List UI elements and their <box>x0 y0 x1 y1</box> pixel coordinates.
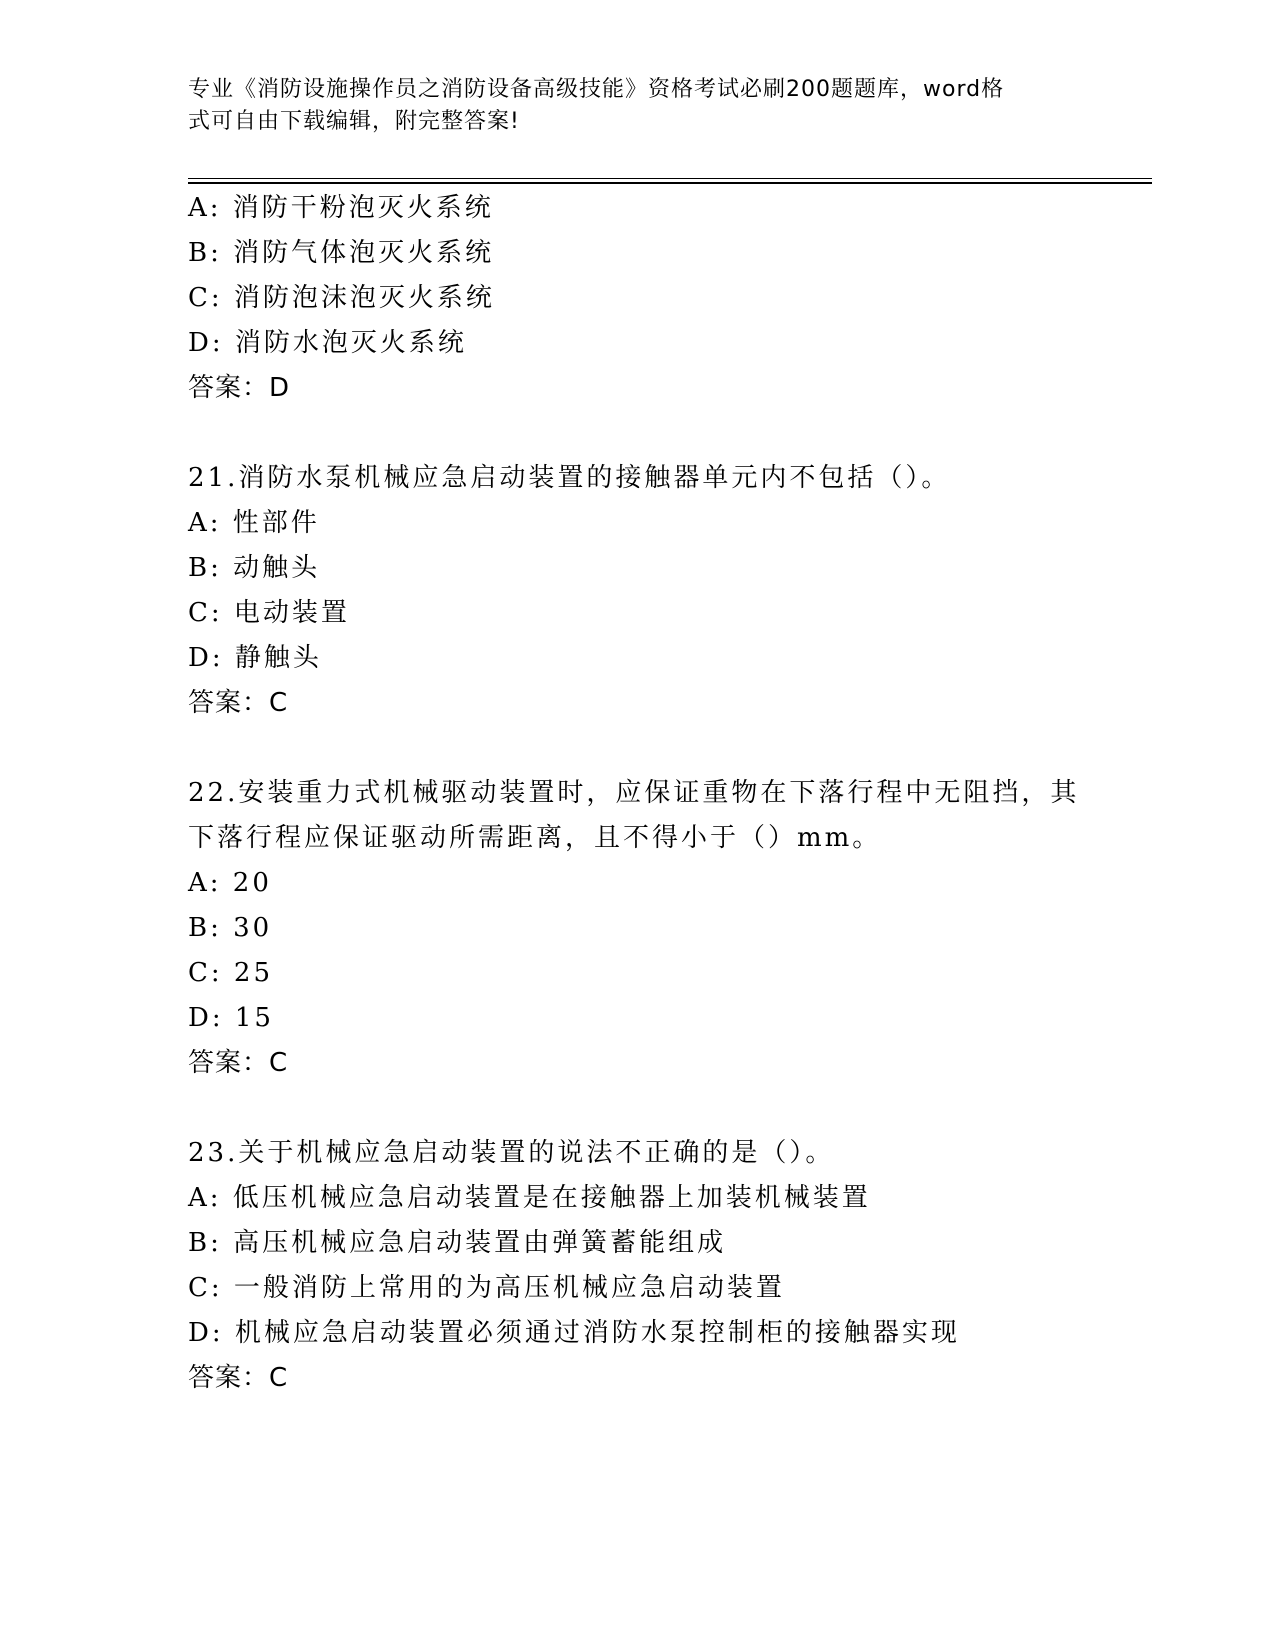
q23-answer: 答案：C <box>188 1363 289 1393</box>
q21-option-d: D: 静触头 <box>188 643 322 673</box>
q20-option-d: D: 消防水泡灭火系统 <box>188 328 467 358</box>
q22-question-line-2: 下落行程应保证驱动所需距离，且不得小于（）mm。 <box>188 823 882 853</box>
q20-option-a: A: 消防干粉泡灭火系统 <box>188 193 494 223</box>
q23-question: 23.关于机械应急启动装置的说法不正确的是（）。 <box>188 1138 835 1168</box>
q22-option-a: A: 20 <box>188 868 272 898</box>
q21-option-a: A: 性部件 <box>188 508 320 538</box>
q22-answer: 答案：C <box>188 1048 289 1078</box>
q21-question: 21.消防水泵机械应急启动装置的接触器单元内不包括（）。 <box>188 463 951 493</box>
q20-option-c: C: 消防泡沫泡灭火系统 <box>188 283 495 313</box>
header-divider-thin <box>188 178 1152 179</box>
q23-option-d: D: 机械应急启动装置必须通过消防水泵控制柜的接触器实现 <box>188 1318 960 1348</box>
header-line-2: 式可自由下载编辑，附完整答案! <box>188 109 520 134</box>
q23-option-c: C: 一般消防上常用的为高压机械应急启动装置 <box>188 1273 785 1303</box>
document-header <box>188 74 1088 138</box>
q22-option-d: D: 15 <box>188 1003 274 1033</box>
q23-option-b: B: 高压机械应急启动装置由弹簧蓄能组成 <box>188 1228 727 1258</box>
header-line-1: 专业《消防设施操作员之消防设备高级技能》资格考试必刷200题题库，word格 <box>188 77 1005 102</box>
q22-option-c: C: 25 <box>188 958 274 988</box>
q21-option-c: C: 电动装置 <box>188 598 350 628</box>
q21-option-b: B: 动触头 <box>188 553 321 583</box>
q23-option-a: A: 低压机械应急启动装置是在接触器上加装机械装置 <box>188 1183 871 1213</box>
header-divider-thick <box>188 182 1152 184</box>
q20-answer: 答案：D <box>188 373 291 403</box>
q22-question-line-1: 22.安装重力式机械驱动装置时，应保证重物在下落行程中无阻挡，其 <box>188 778 1080 808</box>
q21-answer: 答案：C <box>188 688 289 718</box>
q22-option-b: B: 30 <box>188 913 273 943</box>
q20-option-b: B: 消防气体泡灭火系统 <box>188 238 495 268</box>
